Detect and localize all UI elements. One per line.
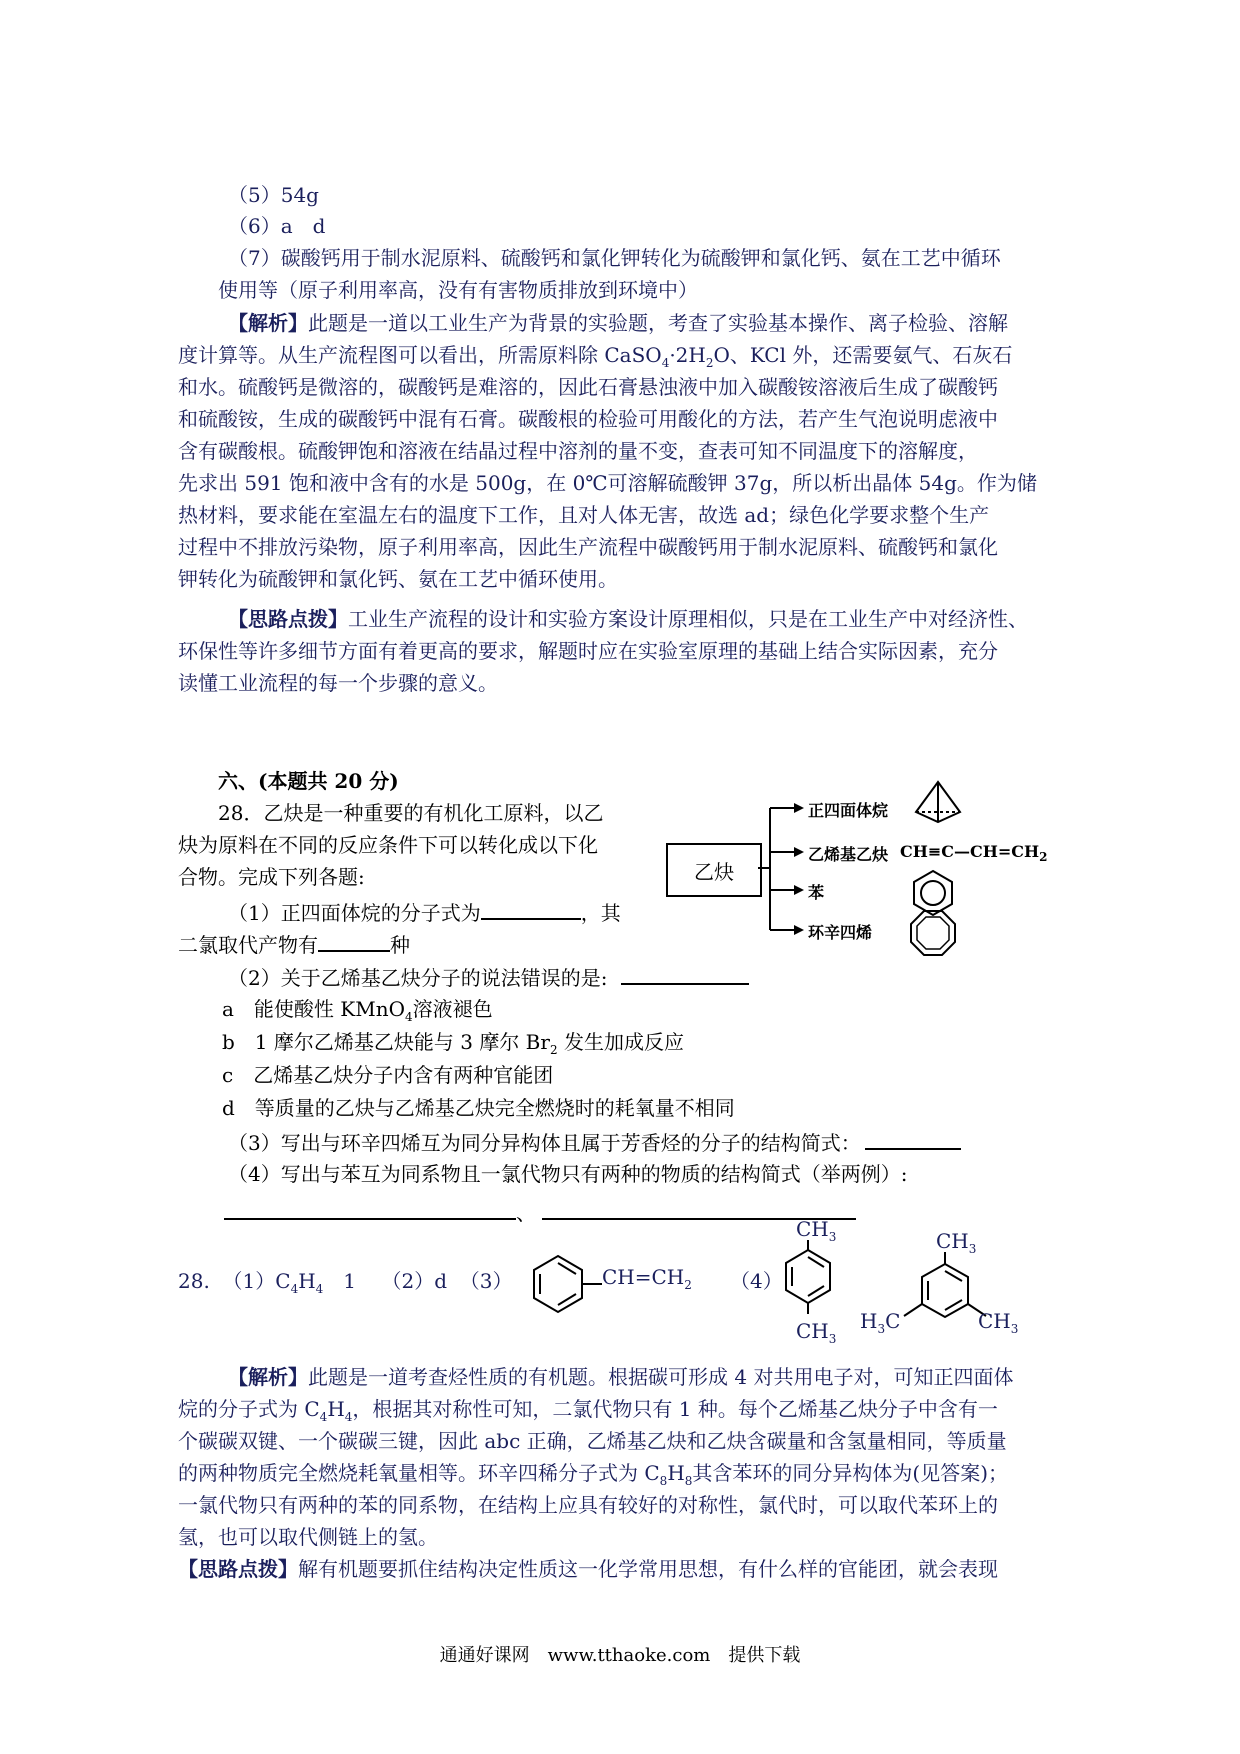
answer-blank[interactable] [224,1198,516,1220]
formula: CH=CH [602,1265,685,1289]
product-benzene-label: 苯 [808,883,825,902]
styrene-ring [518,1252,604,1316]
formula: CH≡C—CH=CH [900,842,1040,861]
analysis-2-line6: 氢，也可以取代侧链上的氢。 [178,1525,438,1549]
tip-text: 解有机题要抓住结构决定性质这一化学常用思想，有什么样的官能团，就会表现 [298,1557,998,1581]
cyclooctatetraene-structure [908,908,958,958]
subscript: 3 [828,1230,837,1244]
analysis-2-line3: 个碳碳双键、一个碳碳三键，因此 abc 正确，乙烯基乙炔和乙炔含碳量和含氢量相同，等质量 [178,1429,1007,1453]
analysis-2-line1 [228,1364,1013,1390]
q28-part3 [228,1128,961,1156]
text: （2）d [381,1269,447,1293]
subscript: 3 [828,1332,837,1346]
text: CH [936,1229,969,1253]
text: 其含苯环的同分异构体为(见答案)； [692,1461,1009,1485]
subscript: 3 [1010,1322,1019,1336]
analysis-1-line7: 热材料，要求能在室温左右的温度下工作，且对人体无害，故选 ad；绿色化学要求整个生产 [178,503,990,527]
analysis-2-line2 [178,1396,998,1430]
text: CH [796,1217,829,1241]
subscript: 4 [319,1410,328,1424]
tip-1-line1 [228,606,1028,632]
text: H [298,1269,316,1293]
mesitylene-right-ch3 [978,1308,1018,1342]
q28-part4: （4）写出与苯互为同系物且一氯代物只有两种的物质的结构简式（举两例）: [228,1162,908,1186]
subscript: 2 [549,1043,558,1057]
subscript: 3 [877,1322,886,1336]
reaction-arrows [750,790,1050,960]
pxylene-bottom-ch3 [796,1318,836,1352]
analysis-text: 此题是一道以工业生产为背景的实验题，考查了实验基本操作、离子检验、溶解 [308,311,1008,335]
text: 1 [323,1269,357,1293]
subscript: 8 [659,1474,668,1488]
tip-tag: 【思路点拨】 [228,607,348,631]
vinylacetylene-formula [900,842,1047,864]
option-d: d 等质量的乙炔与乙烯基乙炔完全燃烧时的耗氧量不相同 [222,1096,735,1120]
analysis-2-line5: 一氯代物只有两种的苯的同系物，在结构上应具有较好的对称性，氯代时，可以取代苯环上的 [178,1493,998,1517]
analysis-1-line5: 含有碳酸根。硫酸钾饱和溶液在结晶过程中溶剂的量不变，查表可知不同温度下的溶解度， [178,439,978,463]
separator: 、 [516,1201,536,1225]
q28-part4-blanks [224,1198,856,1226]
answer-blank[interactable] [318,930,390,952]
analysis-2-line4 [178,1460,1008,1494]
tip-1-line3: 读懂工业流程的每一个步骤的意义。 [178,671,498,695]
subscript: 4 [404,1010,413,1024]
option-a [222,996,493,1030]
analysis-1-line6: 先求出 591 饱和液中含有的水是 500g，在 0℃可溶解硫酸钾 37g，所以析出晶体 54g。作为储 [178,471,1037,495]
option-c: c 乙烯基乙炔分子内含有两种官能团 [222,1063,554,1087]
subscript: 4 [344,1410,353,1424]
text: a 能使酸性 KMnO [222,997,405,1021]
q28-line3: 合物。完成下列各题: [178,865,365,889]
product-cyclooctatetraene-label: 环辛四烯 [808,923,873,942]
analysis-tag: 【解析】 [228,1365,308,1389]
answer-number: 28. [178,1269,210,1293]
text: ，其 [580,901,621,925]
text: CH [796,1319,829,1343]
text: 二氯取代产物有 [178,933,318,957]
analysis-1-line4: 和硫酸铵，生成的碳酸钙中混有石膏。碳酸根的检验可用酸化的方法，若产生气泡说明虑液中 [178,407,998,431]
analysis-1-line8: 过程中不排放污染物，原子利用率高，因此生产流程中碳酸钙用于制水泥原料、硫酸钙和氯化 [178,535,998,559]
tip-2-line1 [178,1556,998,1582]
answer28-text [178,1268,512,1302]
text: ，根据其对称性可知，二氯代物只有 1 种。每个乙烯基乙炔分子中含有一 [352,1397,998,1421]
subscript: 4 [315,1282,324,1296]
subscript: 4 [661,356,670,370]
q28-line1: 28．乙炔是一种重要的有机化工原料，以乙 [218,801,604,825]
text: 发生加成反应 [557,1030,684,1054]
q28-part2 [228,963,749,991]
answer-7-line1: （7）碳酸钙用于制水泥原料、硫酸钙和氯化钾转化为硫酸钾和氯化钙、氨在工艺中循环 [228,246,1001,270]
subscript: 4 [290,1282,299,1296]
pxylene-ring [778,1240,838,1316]
analysis-1-line9: 钾转化为硫酸钾和氯化钙、氨在工艺中循环使用。 [178,567,618,591]
mesitylene-left-h3c [860,1308,900,1342]
subscript: 2 [684,1278,692,1292]
product-vinylacetylene-label: 乙烯基乙炔 [808,845,889,864]
tip-1-line2: 环保性等许多细节方面有着更高的要求，解题时应在实验室原理的基础上结合实际因素，充分 [178,639,998,663]
answer28-part4-label: （4） [730,1269,783,1293]
subscript: 3 [968,1242,977,1256]
option-b [222,1029,684,1063]
acetylene-box [666,843,762,897]
text: （3）写出与环辛四烯互为同分异构体且属于芳香烃的分子的结构简式： [228,1131,861,1155]
text: （1）正四面体烷的分子式为 [228,901,481,925]
text: 种 [390,933,410,957]
text: 的两种物质完全燃烧耗氧量相等。环辛四稀分子式为 C [178,1461,660,1485]
text: （2）关于乙烯基乙炔分子的说法错误的是: [228,966,608,990]
answer-blank[interactable] [481,898,581,920]
analysis-1-line1 [228,310,1008,336]
answer-7-line2: 使用等（原子利用率高，没有有害物质排放到环境中） [218,278,698,302]
analysis-tag: 【解析】 [228,311,308,335]
section-heading: 六、(本题共 20 分) [218,769,399,793]
text: ·2H [669,343,706,367]
analysis-1-line2 [178,342,1012,376]
tip-tag: 【思路点拨】 [178,1557,298,1581]
text: H [327,1397,345,1421]
page-footer: 通通好课网 www.tthaoke.com 提供下载 [439,1645,801,1666]
text: （1）C [222,1269,291,1293]
answer-6: （6）a d [228,214,326,238]
text: CH [978,1309,1011,1333]
product-tetrahedrane-label: 正四面体烷 [808,801,889,820]
subscript: 2 [1039,850,1048,865]
q28-part1-cont [178,930,410,958]
analysis-1-line3: 和水。硫酸钙是微溶的，碳酸钙是难溶的，因此石膏悬浊液中加入碳酸铵溶液后生成了碳酸钙 [178,375,998,399]
text: 度计算等。从生产流程图可以看出，所需原料除 CaSO [178,343,662,367]
q28-line2: 炔为原料在不同的反应条件下可以转化成以下化 [178,833,598,857]
acetylene-label: 乙炔 [694,859,734,884]
answer-blank[interactable] [865,1128,961,1150]
text: H [667,1461,685,1485]
text: H [860,1309,878,1333]
styrene-vinyl-label [602,1264,692,1298]
answer-blank[interactable] [621,963,749,985]
text: O、KCl 外，还需要氨气、石灰石 [713,343,1013,367]
text: （3） [459,1269,513,1293]
tip-text: 工业生产流程的设计和实验方案设计原理相似，只是在工业生产中对经济性、 [348,607,1028,631]
q28-part1 [228,898,621,926]
text: 烷的分子式为 C [178,1397,320,1421]
text: b 1 摩尔乙烯基乙炔能与 3 摩尔 Br [222,1030,550,1054]
text: C [885,1309,901,1333]
analysis-text: 此题是一道考查烃性质的有机题。根据碳可形成 4 对共用电子对，可知正四面体 [308,1365,1014,1389]
subscript: 8 [684,1474,693,1488]
tetrahedrane-structure [912,778,964,826]
subscript: 2 [705,356,714,370]
text: 溶液褪色 [412,997,493,1021]
answer-5: （5）54g [228,183,319,207]
